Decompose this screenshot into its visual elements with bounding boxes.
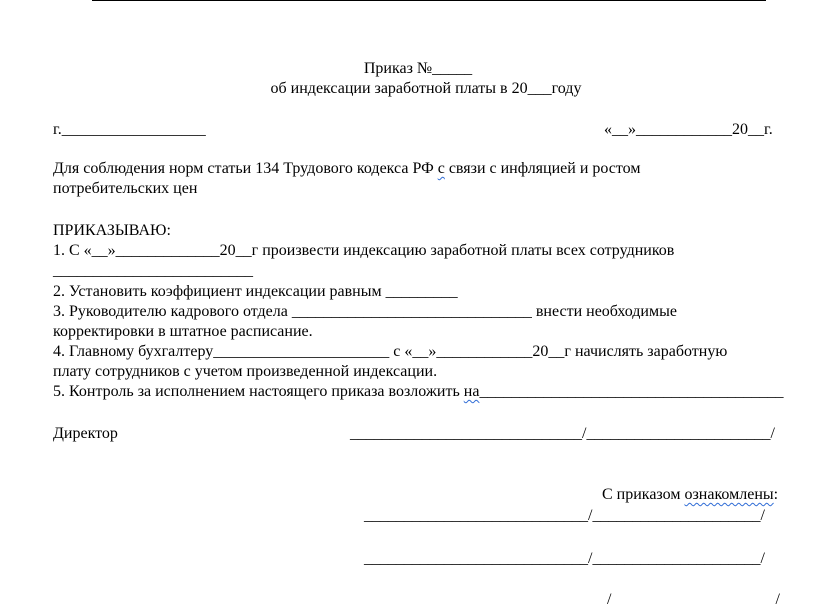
item-4-line-1: 4. Главному бухгалтеру______________________ с «__»____________20__г начислять заработную (53, 343, 728, 360)
spellcheck-word: ознакомлены (684, 486, 774, 503)
order-title: Приказ №_____ (363, 60, 473, 77)
acknowledged-label (602, 485, 778, 505)
item-5-text-a: 5. Контроль за исполнением настоящего приказа возложить (53, 383, 464, 400)
acknowledged-signature-line-3: / / (607, 591, 780, 608)
item-3-line-1: 3. Руководителю кадрового отдела ______________________________ внести необходимые (53, 303, 677, 320)
acknowledged-signature-line-1: ____________________________/_____________________/ (364, 507, 765, 524)
preamble-line-1 (53, 159, 641, 179)
acknowledged-text-a: С приказом (602, 486, 685, 503)
date-field: «__»____________20__г. (604, 121, 773, 138)
order-word: ПРИКАЗЫВАЮ: (53, 222, 171, 239)
item-1-line-2: _________________________ (53, 262, 253, 279)
spellcheck-word: с (437, 160, 445, 177)
spellcheck-word: на (463, 383, 480, 400)
preamble-text-a: Для соблюдения норм статьи 134 Трудового кодекса РФ (53, 160, 438, 177)
director-signature-line: _____________________________/_______________________/ (350, 425, 775, 442)
order-subtitle: об индексации заработной платы в 20___году (270, 80, 582, 97)
city-field: г.__________________ (53, 121, 206, 138)
item-1-line-1: 1. С «__»_____________20__г произвести индексацию заработной платы всех сотрудников (53, 242, 675, 259)
preamble-line-2: потребительских цен (53, 180, 198, 197)
item-3-line-2: корректировки в штатное расписание. (53, 323, 313, 340)
item-5-text-b: ______________________________________ (479, 383, 784, 400)
director-label: Директор (53, 425, 118, 442)
preamble-text-b: связи с инфляцией и ростом (444, 160, 641, 177)
item-2: 2. Установить коэффициент индексации равным _________ (53, 283, 458, 300)
acknowledged-text-b: : (773, 486, 779, 503)
acknowledged-signature-line-2: ____________________________/_____________________/ (364, 550, 765, 567)
item-4-line-2: плату сотрудников с учетом произведенной индексации. (53, 363, 438, 380)
header-rule (92, 0, 766, 1)
item-5 (53, 382, 783, 402)
